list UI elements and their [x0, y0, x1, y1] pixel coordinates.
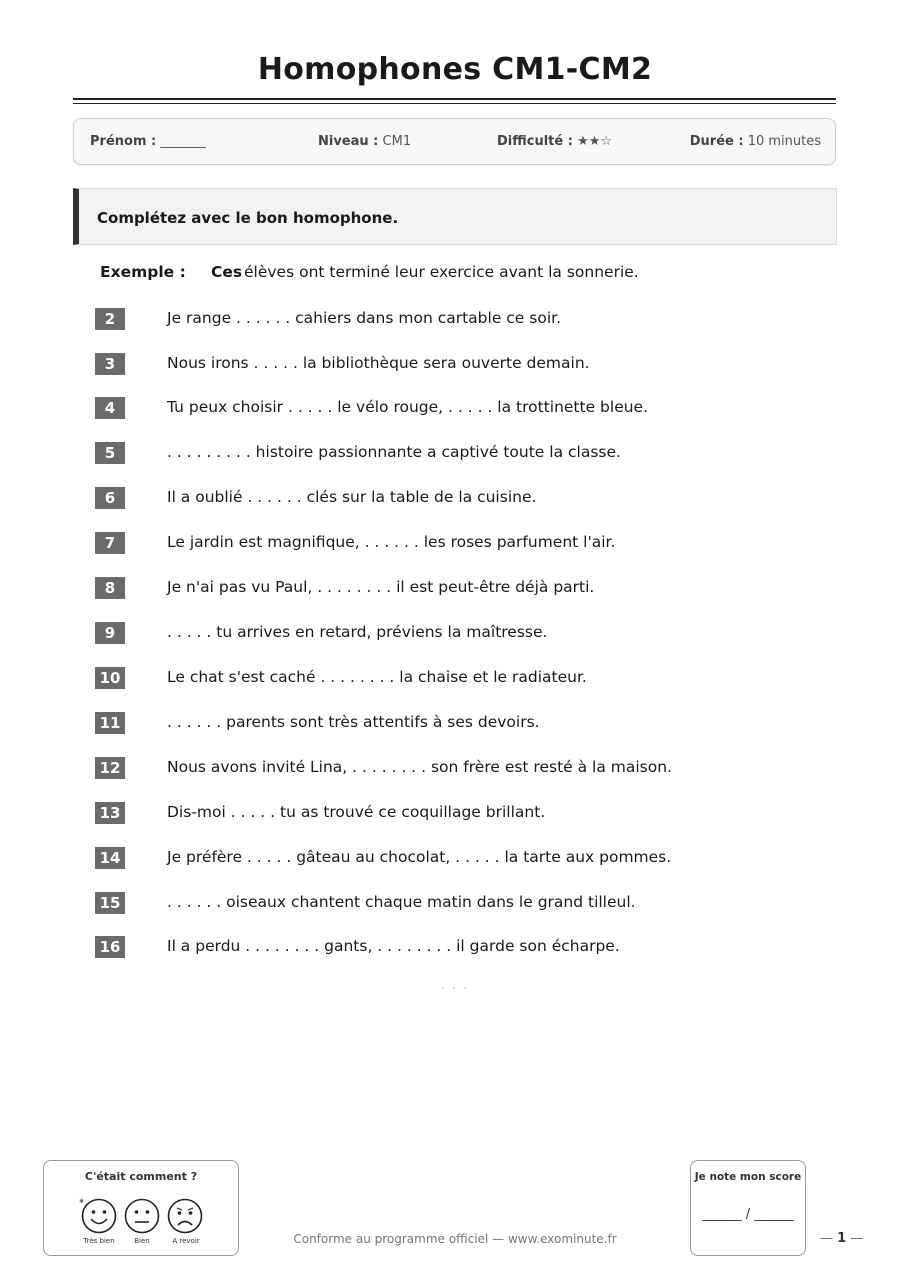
- question-item: [95, 622, 795, 644]
- footer-text: Conforme au programme officiel — www.exominute.fr: [293, 1232, 617, 1246]
- score-title: Je note mon score: [694, 1171, 802, 1183]
- question-number: 14: [95, 847, 125, 869]
- question-number: 3: [95, 353, 125, 375]
- question-number: 2: [95, 308, 125, 330]
- question-text: Dis-moi . . . . . tu as trouvé ce coquillage brillant.: [167, 803, 546, 821]
- page-number: [820, 1231, 863, 1246]
- smiley-neutral-icon[interactable]: [123, 1197, 161, 1235]
- feedback-title: C'était comment ?: [84, 1170, 198, 1183]
- question-item: [95, 847, 795, 869]
- question-number: 10: [95, 667, 125, 689]
- question-text: Je préfère . . . . . gâteau au chocolat, . . . . . la tarte aux pommes.: [167, 848, 672, 866]
- question-text: Il a perdu . . . . . . . . gants, . . . . . . . . il garde son écharpe.: [167, 937, 620, 955]
- example-line: [100, 263, 639, 281]
- face-label-bien: Bien: [134, 1237, 150, 1245]
- question-text: Il a oublié . . . . . . clés sur la table de la cuisine.: [167, 488, 537, 506]
- niveau-label: Niveau :: [318, 134, 379, 149]
- instruction-box: [73, 188, 837, 245]
- info-duree: [690, 134, 821, 149]
- question-number: 11: [95, 712, 125, 734]
- face-label-a-revoir: A revoir: [172, 1237, 200, 1245]
- question-item: [95, 577, 795, 599]
- smiley-sad-icon[interactable]: [166, 1197, 204, 1235]
- question-item: [95, 757, 795, 779]
- svg-text:✱: ✱: [79, 1198, 85, 1205]
- score-field[interactable]: ______ / ______: [702, 1207, 794, 1222]
- difficulte-label: Difficulté :: [497, 134, 573, 149]
- question-text: . . . . . . . . . histoire passionnante a captivé toute la classe.: [167, 443, 621, 461]
- worksheet-title: Homophones CM1-CM2: [257, 52, 653, 87]
- question-item: [95, 442, 795, 464]
- question-item: [95, 308, 795, 330]
- prenom-value: _______: [160, 134, 206, 149]
- question-item: [95, 667, 795, 689]
- question-number: 15: [95, 892, 125, 914]
- question-item: [95, 532, 795, 554]
- question-number: 16: [95, 936, 125, 958]
- smiley-happy-icon[interactable]: [80, 1197, 118, 1235]
- question-item: [95, 353, 795, 375]
- title-rule-thin: [73, 103, 836, 104]
- question-number: 9: [95, 622, 125, 644]
- example-label: Exemple :: [100, 263, 186, 281]
- page-number-value: 1: [837, 1231, 847, 1246]
- score-box: [690, 1160, 806, 1256]
- duree-value: 10 minutes: [747, 134, 821, 149]
- info-difficulte: [497, 134, 612, 149]
- face-label-tres-bien: Très bien: [83, 1237, 115, 1245]
- question-number: 8: [95, 577, 125, 599]
- info-niveau: [318, 134, 411, 149]
- example-sentence: élèves ont terminé leur exercice avant la sonnerie.: [244, 263, 639, 281]
- page-dash-left: —: [820, 1231, 833, 1246]
- question-text: Le chat s'est caché . . . . . . . . la chaise et le radiateur.: [167, 668, 587, 686]
- question-text: Nous irons . . . . . la bibliothèque sera ouverte demain.: [167, 354, 590, 372]
- question-number: 6: [95, 487, 125, 509]
- question-number: 7: [95, 532, 125, 554]
- niveau-value: CM1: [382, 134, 412, 149]
- question-text: . . . . . . oiseaux chantent chaque matin dans le grand tilleul.: [167, 893, 636, 911]
- duree-label: Durée :: [689, 134, 744, 149]
- page-dash-right: —: [850, 1231, 864, 1246]
- question-number: 13: [95, 802, 125, 824]
- question-item: [95, 802, 795, 824]
- question-item: [95, 487, 795, 509]
- instruction-text: Complétez avec le bon homophone.: [97, 209, 399, 227]
- question-item: [95, 712, 795, 734]
- difficulte-stars: ★★☆: [577, 134, 613, 149]
- question-number: 4: [95, 397, 125, 419]
- title-rule-thick: [73, 98, 836, 100]
- prenom-label: Prénom :: [90, 134, 157, 149]
- question-text: Nous avons invité Lina, . . . . . . . . son frère est resté à la maison.: [167, 758, 672, 776]
- question-text: Le jardin est magnifique, . . . . . . les roses parfument l'air.: [167, 533, 616, 551]
- question-item: [95, 892, 795, 914]
- info-bar: [73, 118, 836, 165]
- example-answer: Ces: [211, 263, 243, 281]
- question-text: . . . . . tu arrives en retard, préviens la maîtresse.: [167, 623, 548, 641]
- question-number: 12: [95, 757, 125, 779]
- question-text: Tu peux choisir . . . . . le vélo rouge, . . . . . la trottinette bleue.: [167, 398, 649, 416]
- question-text: Je n'ai pas vu Paul, . . . . . . . . il est peut-être déjà parti.: [167, 578, 595, 596]
- info-prenom: [90, 134, 206, 149]
- question-item: [95, 936, 795, 958]
- continuation-dots: · · ·: [441, 982, 469, 995]
- question-text: . . . . . . parents sont très attentifs à ses devoirs.: [167, 713, 540, 731]
- question-number: 5: [95, 442, 125, 464]
- question-text: Je range . . . . . . cahiers dans mon cartable ce soir.: [167, 309, 562, 327]
- question-item: [95, 397, 795, 419]
